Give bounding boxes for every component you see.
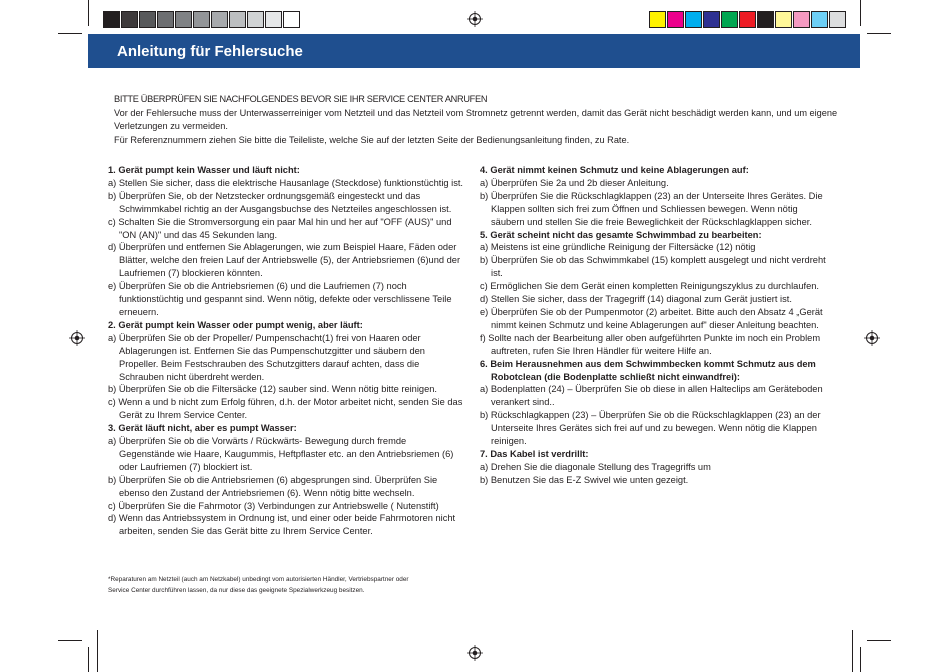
list-item-continuation: Klappen sollten sich frei zum Öffnen und Schliessen bewegen. Wenn nötig bbox=[491, 203, 798, 214]
list-item: d) Stellen Sie sicher, dass der Tragegriff (14) diagonal zum Gerät justiert ist. bbox=[480, 294, 792, 305]
list-item: c) Wenn a und b nicht zum Erfolg führen, d.h. der Motor arbeitet nicht, senden Sie das bbox=[108, 397, 463, 408]
footnote bbox=[108, 575, 488, 596]
color-swatch bbox=[649, 11, 666, 28]
list-item: f) Sollte nach der Bearbeitung aller oben aufgeführten Punkte im noch ein Problem bbox=[480, 332, 821, 343]
list-item: d) Überprüfen und entfernen Sie Ablagerungen, wie zum Beispiel Haare, Fäden oder bbox=[108, 242, 457, 253]
section-heading: 7. Das Kabel ist verdrillt: bbox=[480, 448, 589, 459]
color-swatch bbox=[721, 11, 738, 28]
crop-mark bbox=[852, 630, 853, 672]
crop-mark bbox=[88, 0, 89, 26]
list-item-continuation: Ablagerungen ist. Entfernen Sie das Pumpenschutzgitter und säubern den bbox=[119, 345, 425, 356]
color-swatch bbox=[703, 11, 720, 28]
list-item-continuation: reinigen. bbox=[491, 436, 527, 447]
list-item-continuation: nimmt keinen Schmutz und keine Ablagerungen auf" dieser Anleitung beachten. bbox=[491, 319, 819, 330]
intro-line: Für Referenznummern ziehen Sie bitte die Teileliste, welche Sie auf der letzten Seite der Bedienungsanleitung finden, zu Rate. bbox=[114, 134, 630, 145]
color-swatch bbox=[229, 11, 246, 28]
list-item: a) Überprüfen Sie 2a und 2b dieser Anleitung. bbox=[480, 177, 669, 188]
list-item-continuation: Gegenstände wie Haare, Kaugummis, Heftpflaster etc. an den Antriebsriemen (6) bbox=[119, 448, 454, 459]
list-item-continuation: oder Laufriemen (7) blockiert ist. bbox=[119, 461, 253, 472]
crop-mark bbox=[97, 630, 98, 672]
list-item: c) Schalten Sie die Stromversorgung ein paar Mal hin und her auf "OFF (AUS)" und bbox=[108, 216, 452, 227]
section-heading: 3. Gerät läuft nicht, aber es pumpt Wasser: bbox=[108, 423, 297, 434]
list-item: c) Ermöglichen Sie dem Gerät einen kompletten Reinigungszyklus zu durchlaufen. bbox=[480, 281, 819, 292]
section-heading: 5. Gerät scheint nicht das gesamte Schwimmbad zu bearbeiten: bbox=[480, 229, 762, 240]
left-column bbox=[108, 164, 470, 538]
list-item: b) Überprüfen Sie, ob der Netzstecker ordnungsgemäß eingesteckt und das bbox=[108, 190, 421, 201]
list-item-continuation: ebenso den Zustand der Antriebsriemen (6). Wenn nötig bitte wechseln. bbox=[119, 487, 415, 498]
section-header-banner bbox=[88, 34, 860, 68]
color-swatch bbox=[103, 11, 120, 28]
list-item-continuation: Schwimmkabel richtig an der Ausgangsbuchse des Netzteiles angeschlossen ist. bbox=[119, 203, 452, 214]
section-heading: 4. Gerät nimmt keinen Schmutz und keine Ablagerungen auf: bbox=[480, 165, 749, 175]
list-item-continuation: Blätter, welche den freien Lauf der Antriebswelle (5), der Antriebsriemen (6)und der bbox=[119, 255, 461, 266]
list-item: b) Überprüfen Sie ob das Schwimmkabel (15) komplett ausgelegt und nicht verdreht bbox=[480, 255, 826, 266]
list-item: e) Überprüfen Sie ob die Antriebsriemen (6) und die Laufriemen (7) noch bbox=[108, 281, 407, 292]
section-heading: 2. Gerät pumpt kein Wasser oder pumpt wenig, aber läuft: bbox=[108, 319, 363, 330]
section-heading-continuation: Robotclean (die Bodenplatte schließt nicht einwandfrei): bbox=[491, 371, 740, 382]
footnote-line: *Reparaturen am Netzteil (auch am Netzkabel) unbedingt vom autorisierten Händler, Vertriebspartner oder bbox=[108, 576, 409, 583]
list-item-continuation: Gerät zu Ihrem Service Center. bbox=[119, 410, 248, 421]
color-swatch bbox=[793, 11, 810, 28]
color-swatch bbox=[829, 11, 846, 28]
registration-mark-icon bbox=[467, 11, 483, 27]
color-swatch bbox=[283, 11, 300, 28]
list-item-continuation: funktionstüchtig und gespannt sind. Wenn nötig, defekte oder verschlissene Teile bbox=[119, 294, 452, 305]
list-item: a) Meistens ist eine gründliche Reinigung der Filtersäcke (12) nötig bbox=[480, 242, 756, 253]
footnote-line: Service Center durchführen lassen, da nur diese das geeignete Spezialwerkzeug besitzen. bbox=[108, 586, 365, 594]
crop-mark bbox=[58, 33, 82, 34]
crop-mark bbox=[860, 647, 861, 672]
color-swatch bbox=[667, 11, 684, 28]
registration-mark-icon bbox=[864, 330, 880, 346]
color-swatch bbox=[775, 11, 792, 28]
intro-line: Verletzungen zu vermeiden. bbox=[114, 121, 228, 132]
crop-mark bbox=[58, 640, 82, 641]
list-item-continuation: säubern und stellen Sie die freie Beweglichkeit der Rückschlagklappen sicher. bbox=[491, 216, 812, 227]
color-swatch bbox=[121, 11, 138, 28]
list-item-continuation: auftreten, rufen Sie Ihren Händler für weitere Hilfe an. bbox=[491, 345, 712, 356]
color-swatch bbox=[193, 11, 210, 28]
list-item-continuation: Propeller. Beim Festschrauben des Schutzgitters darauf achten, dass die bbox=[119, 358, 420, 369]
list-item: a) Überprüfen Sie ob der Propeller/ Pumpenschacht(1) frei von Haaren oder bbox=[108, 332, 421, 343]
crop-mark bbox=[867, 640, 891, 641]
registration-mark-icon bbox=[467, 645, 483, 661]
registration-mark-icon bbox=[69, 330, 85, 346]
list-item-continuation: Schrauben nicht überdreht werden. bbox=[119, 371, 265, 382]
list-item-continuation: verankert sind.. bbox=[491, 397, 555, 408]
color-swatch bbox=[739, 11, 756, 28]
list-item-continuation: ist. bbox=[491, 268, 503, 279]
crop-mark bbox=[88, 647, 89, 672]
list-item: b) Rückschlagkappen (23) – Überprüfen Sie ob die Rückschlagklappen (23) an der bbox=[480, 410, 821, 421]
list-item: b) Überprüfen Sie ob die Antriebsriemen (6) abgesprungen sind. Überprüfen Sie bbox=[108, 474, 438, 485]
list-item: d) Wenn das Antriebssystem in Ordnung ist, und einer oder beide Fahrmotoren nicht bbox=[108, 513, 456, 524]
section-heading: 6. Beim Herausnehmen aus dem Schwimmbecken kommt Schmutz aus dem bbox=[480, 358, 816, 369]
list-item-continuation: Laufriemen (7) blockieren könnten. bbox=[119, 268, 263, 279]
page-title: Anleitung für Fehlersuche bbox=[117, 43, 303, 60]
list-item-continuation: Unterseite Ihres Gerätes sich frei auf und zu bewegen. Wenn nötig die Klappen bbox=[491, 423, 817, 434]
list-item: b) Benutzen Sie das E-Z Swivel wie unten gezeigt. bbox=[480, 474, 689, 485]
right-column bbox=[480, 164, 838, 487]
list-item: a) Drehen Sie die diagonale Stellung des Tragegriffs um bbox=[480, 461, 711, 472]
list-item: e) Überprüfen Sie ob der Pumpenmotor (2) arbeitet. Bitte auch den Absatz 4 „Gerät bbox=[480, 306, 823, 317]
crop-mark bbox=[860, 0, 861, 26]
color-swatch bbox=[757, 11, 774, 28]
intro-warning: BITTE ÜBERPRÜFEN SIE NACHFOLGENDES BEVOR SIE IHR SERVICE CENTER ANRUFEN bbox=[114, 94, 488, 104]
list-item: a) Stellen Sie sicher, dass die elektrische Hausanlage (Steckdose) funktionstüchtig ist. bbox=[108, 177, 464, 188]
list-item: a) Bodenplatten (24) – Überprüfen Sie ob diese in allen Halteclips am Geräteboden bbox=[480, 384, 823, 395]
color-swatch bbox=[157, 11, 174, 28]
list-item-continuation: arbeiten, senden Sie das Gerät bitte zu Ihrem Service Center. bbox=[119, 526, 373, 537]
list-item: b) Überprüfen Sie ob die Filtersäcke (12) sauber sind. Wenn nötig bitte reinigen. bbox=[108, 384, 438, 395]
list-item: b) Überprüfen Sie die Rückschlagklappen (23) an der Unterseite Ihres Gerätes. Die bbox=[480, 190, 823, 201]
color-swatch bbox=[211, 11, 228, 28]
intro-line: Vor der Fehlersuche muss der Unterwasserreiniger vom Netzteil und das Netzteil vom Stromnetz getrennt werden, damit das Gerät nicht beschädigt werden kann, und um eigene bbox=[114, 107, 838, 118]
color-swatch bbox=[139, 11, 156, 28]
color-swatch bbox=[685, 11, 702, 28]
crop-mark bbox=[867, 33, 891, 34]
color-swatch bbox=[811, 11, 828, 28]
color-swatch bbox=[175, 11, 192, 28]
color-swatch bbox=[247, 11, 264, 28]
intro-text bbox=[114, 93, 849, 147]
section-heading: 1. Gerät pumpt kein Wasser und läuft nicht: bbox=[108, 165, 300, 175]
color-swatch bbox=[265, 11, 282, 28]
list-item-continuation: erneuern. bbox=[119, 306, 159, 317]
list-item: a) Überprüfen Sie ob die Vorwärts / Rückwärts- Bewegung durch fremde bbox=[108, 436, 407, 447]
list-item-continuation: "ON (AN)" und das 45 Sekunden lang. bbox=[119, 229, 278, 240]
list-item: c) Überprüfen Sie die Fahrmotor (3) Verbindungen zur Antriebswelle ( Nutenstift) bbox=[108, 500, 439, 511]
